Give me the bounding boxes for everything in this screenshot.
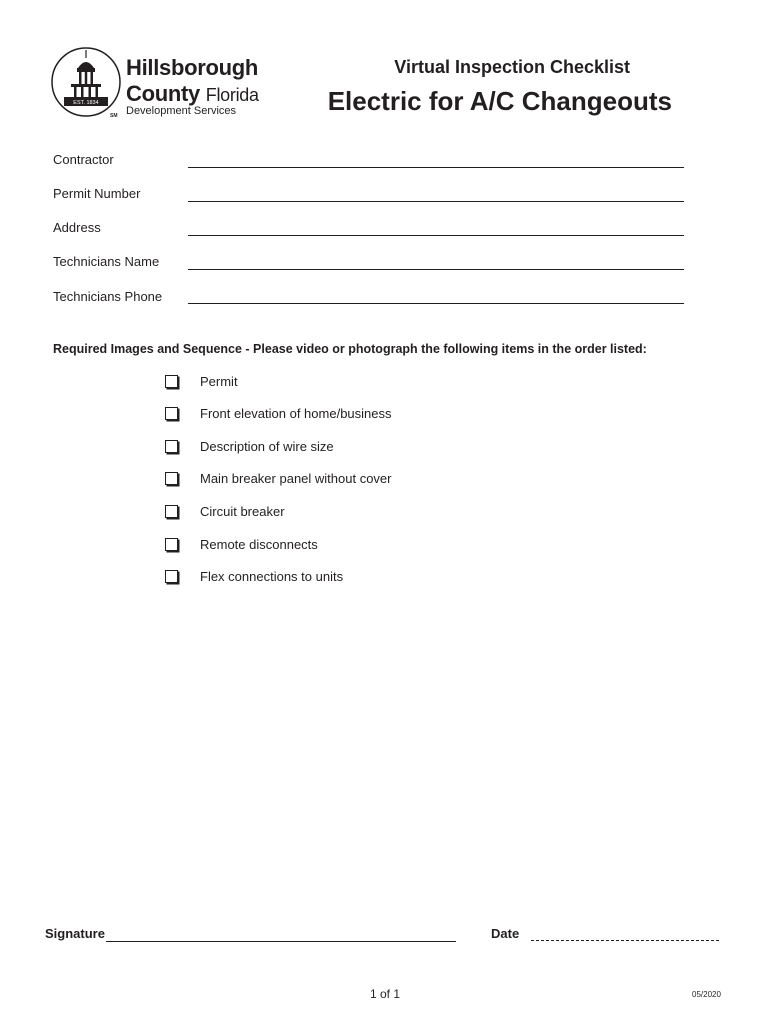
address-field[interactable]: [188, 235, 684, 236]
revision-date: 05/2020: [692, 990, 721, 999]
org-state: Florida: [205, 85, 259, 105]
checklist-item-label: Circuit breaker: [200, 504, 285, 519]
technicians-phone-field[interactable]: [188, 303, 684, 304]
circuit-breaker-checkbox[interactable]: [165, 505, 178, 518]
page-number: 1 of 1: [370, 987, 401, 1001]
flex-connections-checkbox[interactable]: [165, 570, 178, 583]
checklist-item-label: Remote disconnects: [200, 537, 318, 552]
document-subtitle: Virtual Inspection Checklist: [394, 57, 630, 77]
instructions-text: Required Images and Sequence - Please video or photograph the following items in the order listed:: [53, 342, 647, 356]
main-breaker-panel-checkbox[interactable]: [165, 472, 178, 485]
technicians-phone-label: Technicians Phone: [53, 289, 163, 304]
checklist-item-label: Description of wire size: [200, 439, 334, 454]
checklist-item-label: Main breaker panel without cover: [200, 471, 392, 486]
date-field[interactable]: [531, 940, 719, 941]
technicians-name-label: Technicians Name: [53, 254, 160, 269]
document-title: Electric for A/C Changeouts: [327, 86, 672, 116]
date-label: Date: [491, 926, 520, 941]
permit-checkbox[interactable]: [165, 375, 178, 388]
permit-number-label: Permit Number: [53, 186, 141, 201]
remote-disconnects-checkbox[interactable]: [165, 538, 178, 551]
checklist-item-label: Front elevation of home/business: [200, 406, 392, 421]
wire-size-checkbox[interactable]: [165, 440, 178, 453]
checklist-item-label: Permit: [200, 374, 238, 389]
address-label: Address: [53, 220, 101, 235]
checklist-item-label: Flex connections to units: [200, 569, 344, 584]
technicians-name-field[interactable]: [188, 269, 684, 270]
permit-number-field[interactable]: [188, 201, 684, 202]
org-name-line1: Hillsborough: [126, 55, 259, 80]
signature-field[interactable]: [106, 941, 456, 942]
signature-label: Signature: [45, 926, 105, 941]
courthouse-dome-icon: [50, 46, 122, 118]
org-county: County: [126, 81, 200, 106]
seal-text: EST. 1834: [73, 100, 99, 106]
front-elevation-checkbox[interactable]: [165, 407, 178, 420]
contractor-label: Contractor: [53, 152, 114, 167]
county-seal-logo: [50, 46, 122, 118]
org-name-line2: [126, 81, 259, 107]
service-mark: SM: [110, 113, 118, 119]
org-department: Development Services: [126, 105, 237, 117]
contractor-field[interactable]: [188, 167, 684, 168]
